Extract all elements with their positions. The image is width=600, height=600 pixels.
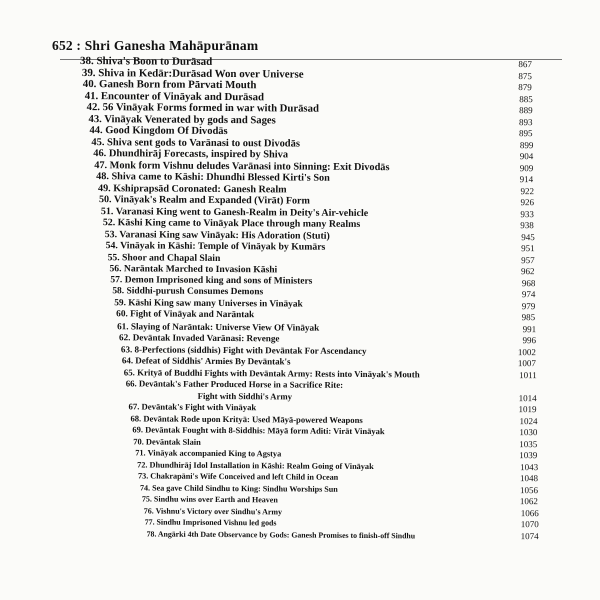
toc-entry-page: 926: [520, 197, 535, 208]
toc-entry-page: 885: [519, 93, 533, 104]
toc-entry-page: 1019: [518, 404, 537, 415]
toc-entry-page: 1048: [520, 473, 539, 484]
toc-entry-title: 65. Krityā of Buddhi Fights with Devāntak Army: Rests into Vināyak's Mouth: [123, 366, 420, 379]
toc-entry-page: 899: [519, 139, 534, 150]
toc-entry-page: 962: [520, 266, 535, 277]
toc-entry-title: 45. Shiva sent gods to Varānasi to oust Divodās: [91, 136, 300, 150]
toc-entry-title: 63. 8-Perfections (siddhis) Fight with Devāntak For Ascendancy: [120, 343, 367, 356]
toc-entry-title: 46. Dhundhirāj Forecasts, inspired by Shiva: [93, 148, 289, 161]
toc-entry-title: 52. Kāshi King came to Vināyak Place through many Realms: [102, 217, 361, 230]
toc-entry-title: 72. Dhundhirāj Idol Installation in Kāshi: Realm Going of Vināyak: [137, 459, 374, 471]
toc-entry-page: 914: [519, 174, 534, 185]
toc-entry-page: 985: [521, 312, 536, 323]
toc-entry-page: 895: [518, 128, 533, 139]
toc-entry-title: 47. Monk form Vishnu deludes Varānasi into Sinning: Exit Divodās: [94, 159, 390, 173]
toc-entry-page: 1062: [519, 496, 538, 507]
toc-entry: [77, 527, 537, 542]
toc-entry-page: 1035: [519, 438, 538, 449]
toc-entry-page: 893: [519, 116, 533, 127]
toc-entry-page: 889: [519, 105, 533, 116]
toc-entry-title: 60. Fight of Vināyak and Narāntak: [116, 309, 255, 321]
toc-entry-page: 1043: [520, 461, 539, 472]
toc-entry-page: 1011: [519, 369, 537, 380]
page-header: 652 : Shri Ganesha Mahāpurānam: [52, 38, 259, 53]
toc-entry-title: 42. 56 Vināyak Forms formed in war with Durāsad: [86, 101, 319, 115]
toc-entry-page: 1014: [518, 392, 537, 403]
toc-entry-title: 55. Shoor and Chapal Slain: [107, 251, 221, 264]
toc-entry-page: 1030: [519, 427, 538, 438]
toc-entry-page: 957: [521, 254, 535, 265]
toc-entry-page: 909: [519, 162, 534, 173]
toc-entry-page: 938: [520, 220, 534, 231]
toc-entry-title: 74. Sea gave Child Sindhu to King: Sindhu Worships Sun: [139, 482, 338, 494]
toc-entry-page: 867: [518, 59, 532, 70]
toc-entry-page: 951: [521, 243, 535, 254]
toc-entry-title: 68. Devāntak Rode upon Krityā: Used Māyā-powered Weapons: [130, 412, 363, 425]
toc-entry-page: 1007: [517, 358, 536, 369]
toc-entry-page: 1074: [520, 530, 539, 541]
toc-entry-title: 38. Shiva's Boon to Durāsad: [79, 55, 213, 68]
toc-entry-page: 968: [521, 277, 536, 288]
toc-entry-title: 41. Encounter of Vināyak and Durāsad: [84, 89, 265, 103]
toc-entry-title: 44. Good Kingdom Of Divodās: [89, 125, 228, 138]
toc-entry-title: 70. Devāntak Slain: [133, 435, 201, 447]
toc-entry-page: 879: [518, 82, 532, 93]
table-of-contents: [77, 56, 540, 542]
toc-entry-title: 49. Kshiprapsād Coronated: Ganesh Realm: [98, 182, 287, 195]
toc-entry-title: 56. Narāntak Marched to Invasion Kāshi: [109, 263, 278, 276]
toc-entry-title: 67. Devāntak's Fight with Vināyak: [128, 401, 257, 413]
toc-entry-title: 48. Shiva came to Kāshi: Dhundhi Blessed Kirti's Son: [96, 171, 330, 184]
toc-entry-title: 73. Chakrapāni's Wife Conceived and left Child in Ocean: [138, 471, 339, 482]
toc-entry-title: 43. Vināyak Venerated by gods and Sages: [88, 113, 276, 126]
toc-entry-page: 1024: [519, 415, 538, 426]
toc-entry-page: 875: [518, 70, 532, 81]
toc-entry-title: 76. Vishnu's Victory over Sindhu's Army: [143, 505, 283, 516]
toc-entry-title: 66. Devāntak's Father Produced Horse in a Sacrifice Rite:: [125, 378, 344, 390]
toc-entry-page: 933: [520, 208, 534, 219]
toc-entry-title: 54. Vināyak in Kāshi: Temple of Vināyak by Kumārs: [105, 240, 326, 253]
toc-entry-title: Fight with Siddhi's Army: [197, 390, 293, 401]
toc-entry-title: 39. Shiva in Kedār:Durāsad Won over Universe: [81, 66, 304, 81]
toc-entry-title: 50. Vināyak's Realm and Expanded (Virāt) Form: [98, 194, 310, 207]
toc-entry-title: 59. Kāshi King saw many Universes in Vināyak: [114, 297, 303, 310]
toc-entry-page: 974: [521, 289, 536, 300]
toc-entry-page: 991: [522, 323, 537, 334]
toc-entry-title: 78. Angārki 4th Date Observance by Gods: Ganesh Promises to finish-off Sindhu: [146, 528, 416, 540]
toc-entry-title: 40. Ganesh Born from Pārvati Mouth: [82, 78, 257, 92]
toc-entry-page: 945: [521, 231, 535, 242]
toc-entry-title: 62. Devāntak Invaded Varānasi: Revenge: [119, 332, 280, 344]
toc-entry-page: 1039: [519, 450, 538, 461]
toc-entry-title: 53. Varanasi King saw Vināyak: His Adoration (Stuti): [104, 228, 330, 242]
toc-entry-page: 904: [519, 151, 534, 162]
toc-entry-title: 58. Siddhi-purush Consumes Demons: [112, 286, 264, 298]
toc-entry-page: 1066: [520, 507, 539, 518]
toc-entry-title: 71. Vināyak accompanied King to Agstya: [135, 448, 282, 459]
toc-entry-title: 75. Sindhu wins over Earth and Heaven: [141, 494, 278, 505]
toc-entry-title: 77. Sindhu Imprisoned Vishnu led gods: [144, 517, 277, 528]
toc-entry-title: 69. Devāntak Fought with 8-Siddhis: Māyā form Aditi: Virāt Vināyak: [132, 424, 385, 437]
toc-entry-title: 57. Demon Imprisoned king and sons of Ministers: [110, 274, 313, 287]
toc-entry-title: 51. Varanasi King went to Ganesh-Realm in Deity's Air-vehicle: [100, 205, 369, 219]
toc-entry-title: 61. Slaying of Narāntak: Universe View Of Vināyak: [117, 320, 320, 333]
toc-entry-page: 1070: [520, 519, 539, 530]
toc-entry-page: 1056: [519, 484, 539, 495]
toc-entry-page: 996: [522, 335, 537, 346]
toc-entry-title: 64. Defeat of Siddhis' Armies By Devāntak's: [121, 355, 291, 367]
toc-entry-page: 1002: [517, 346, 536, 357]
toc-entry-page: 979: [521, 300, 536, 311]
toc-entry-page: 922: [520, 185, 535, 196]
